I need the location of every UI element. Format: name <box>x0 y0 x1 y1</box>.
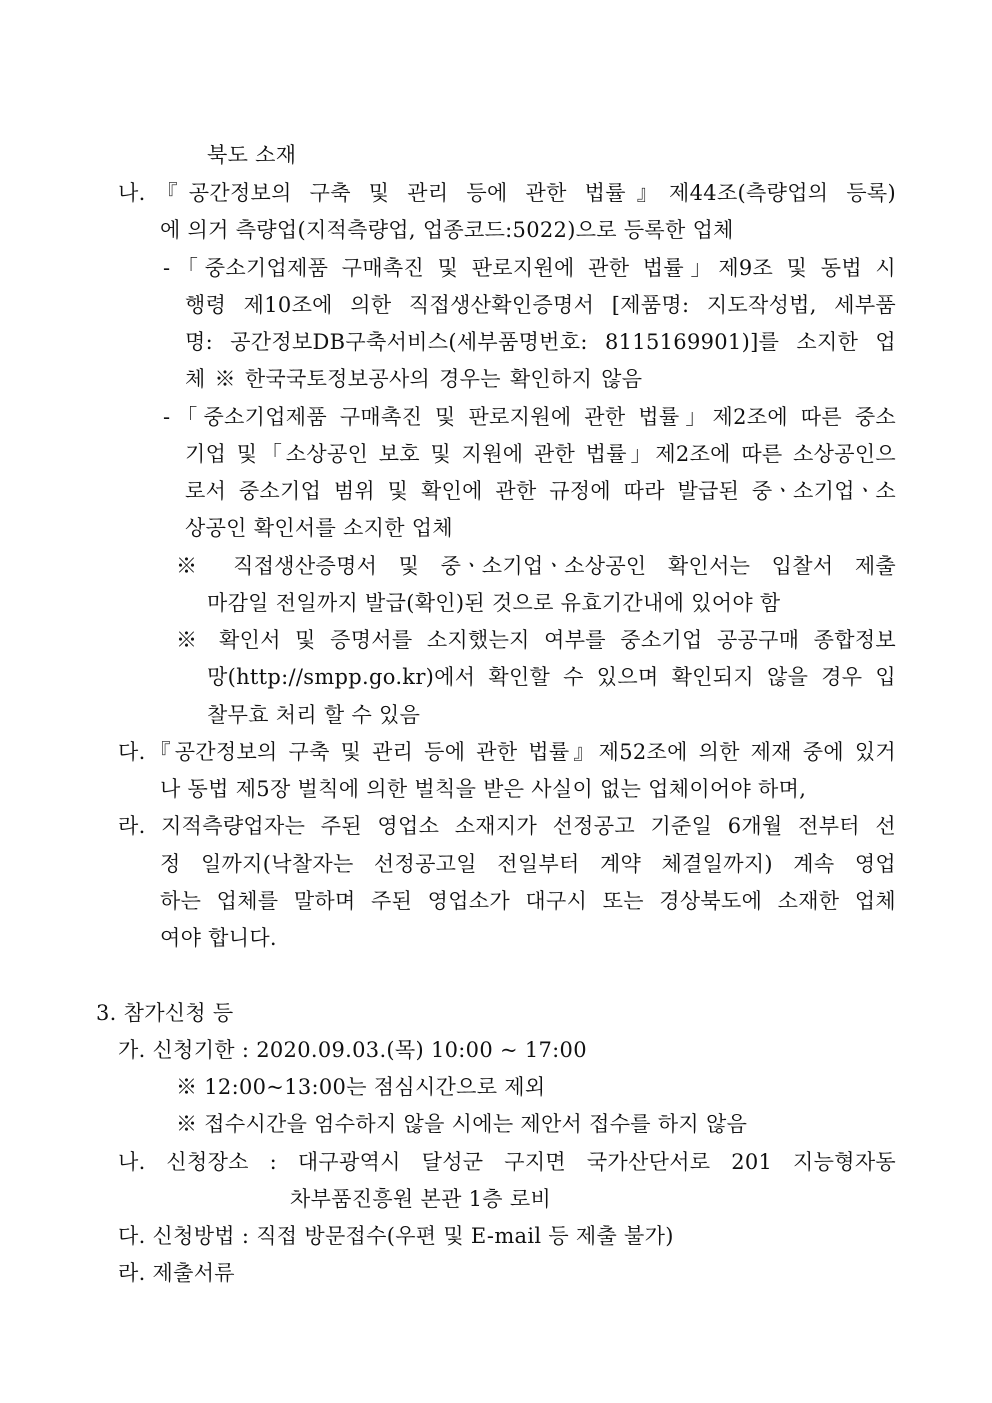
text-line: -「중소기업제품 구매촉진 및 판로지원에 관한 법률」제9조 및 동법 시 <box>163 256 896 280</box>
text-line: 로서 중소기업 범위 및 확인에 관한 규정에 따라 발급된 중ㆍ소기업ㆍ소 <box>185 479 896 503</box>
text-line: 망(http://smpp.go.kr)에서 확인할 수 있으며 확인되지 않을 경우 입 <box>207 665 896 689</box>
text-line: 체 ※ 한국국토정보공사의 경우는 확인하지 않음 <box>185 367 643 391</box>
section-heading: 3. 참가신청 등 <box>96 1001 234 1025</box>
text-line: 하는 업체를 말하며 주된 영업소가 대구시 또는 경상북도에 소재한 업체 <box>160 889 896 913</box>
text-line: -「중소기업제품 구매촉진 및 판로지원에 관한 법률」제2조에 따른 중소 <box>163 405 896 429</box>
text-line: ※ 접수시간을 엄수하지 않을 시에는 제안서 접수를 하지 않음 <box>176 1112 748 1136</box>
text-line: 나.『공간정보의 구축 및 관리 등에 관한 법률』제44조(측량업의 등록) <box>118 181 896 205</box>
text-line: ※ 확인서 및 증명서를 소지했는지 여부를 중소기업 공공구매 종합정보 <box>176 628 896 652</box>
text-line: 정 일까지(낙찰자는 선정공고일 전일부터 계약 체결일까지) 계속 영업 <box>160 852 896 876</box>
text-line: 찰무효 처리 할 수 있음 <box>207 703 421 727</box>
text-line: 나. 신청장소 : 대구광역시 달성군 구지면 국가산단서로 201 지능형자동 <box>118 1150 896 1174</box>
text-line: 라. 제출서류 <box>118 1261 235 1285</box>
text-line: 에 의거 측량업(지적측량업, 업종코드:5022)으로 등록한 업체 <box>160 218 734 242</box>
text-line: 여야 합니다. <box>160 926 277 950</box>
text-line: 나 동법 제5장 벌칙에 의한 벌칙을 받은 사실이 없는 업체이어야 하며, <box>160 777 807 801</box>
text-line: ※ 12:00~13:00는 점심시간으로 제외 <box>176 1075 546 1099</box>
text-line: 상공인 확인서를 소지한 업체 <box>185 516 453 540</box>
text-line: 차부품진흥원 본관 1층 로비 <box>290 1187 552 1211</box>
text-line: 행령 제10조에 의한 직접생산확인증명서 [제품명: 지도작성법, 세부품 <box>185 293 896 317</box>
text-line: 명: 공간정보DB구축서비스(세부품명번호: 8115169901)]를 소지한 업 <box>185 330 896 354</box>
text-line: 다. 신청방법 : 직접 방문접수(우편 및 E-mail 등 제출 불가) <box>118 1224 674 1248</box>
text-line: 가. 신청기한 : 2020.09.03.(목) 10:00 ~ 17:00 <box>118 1038 587 1062</box>
text-line: 라. 지적측량업자는 주된 영업소 소재지가 선정공고 기준일 6개월 전부터 선 <box>118 814 896 838</box>
text-line: ※ 직접생산증명서 및 중ㆍ소기업ㆍ소상공인 확인서는 입찰서 제출 <box>176 554 896 578</box>
text-line: 다.『공간정보의 구축 및 관리 등에 관한 법률』제52조에 의한 제재 중에 있거 <box>118 740 896 764</box>
text-line: 마감일 전일까지 발급(확인)된 것으로 유효기간내에 있어야 함 <box>207 591 781 615</box>
text-line: 기업 및「소상공인 보호 및 지원에 관한 법률」제2조에 따른 소상공인으 <box>185 442 896 466</box>
text-line: 북도 소재 <box>207 143 297 167</box>
